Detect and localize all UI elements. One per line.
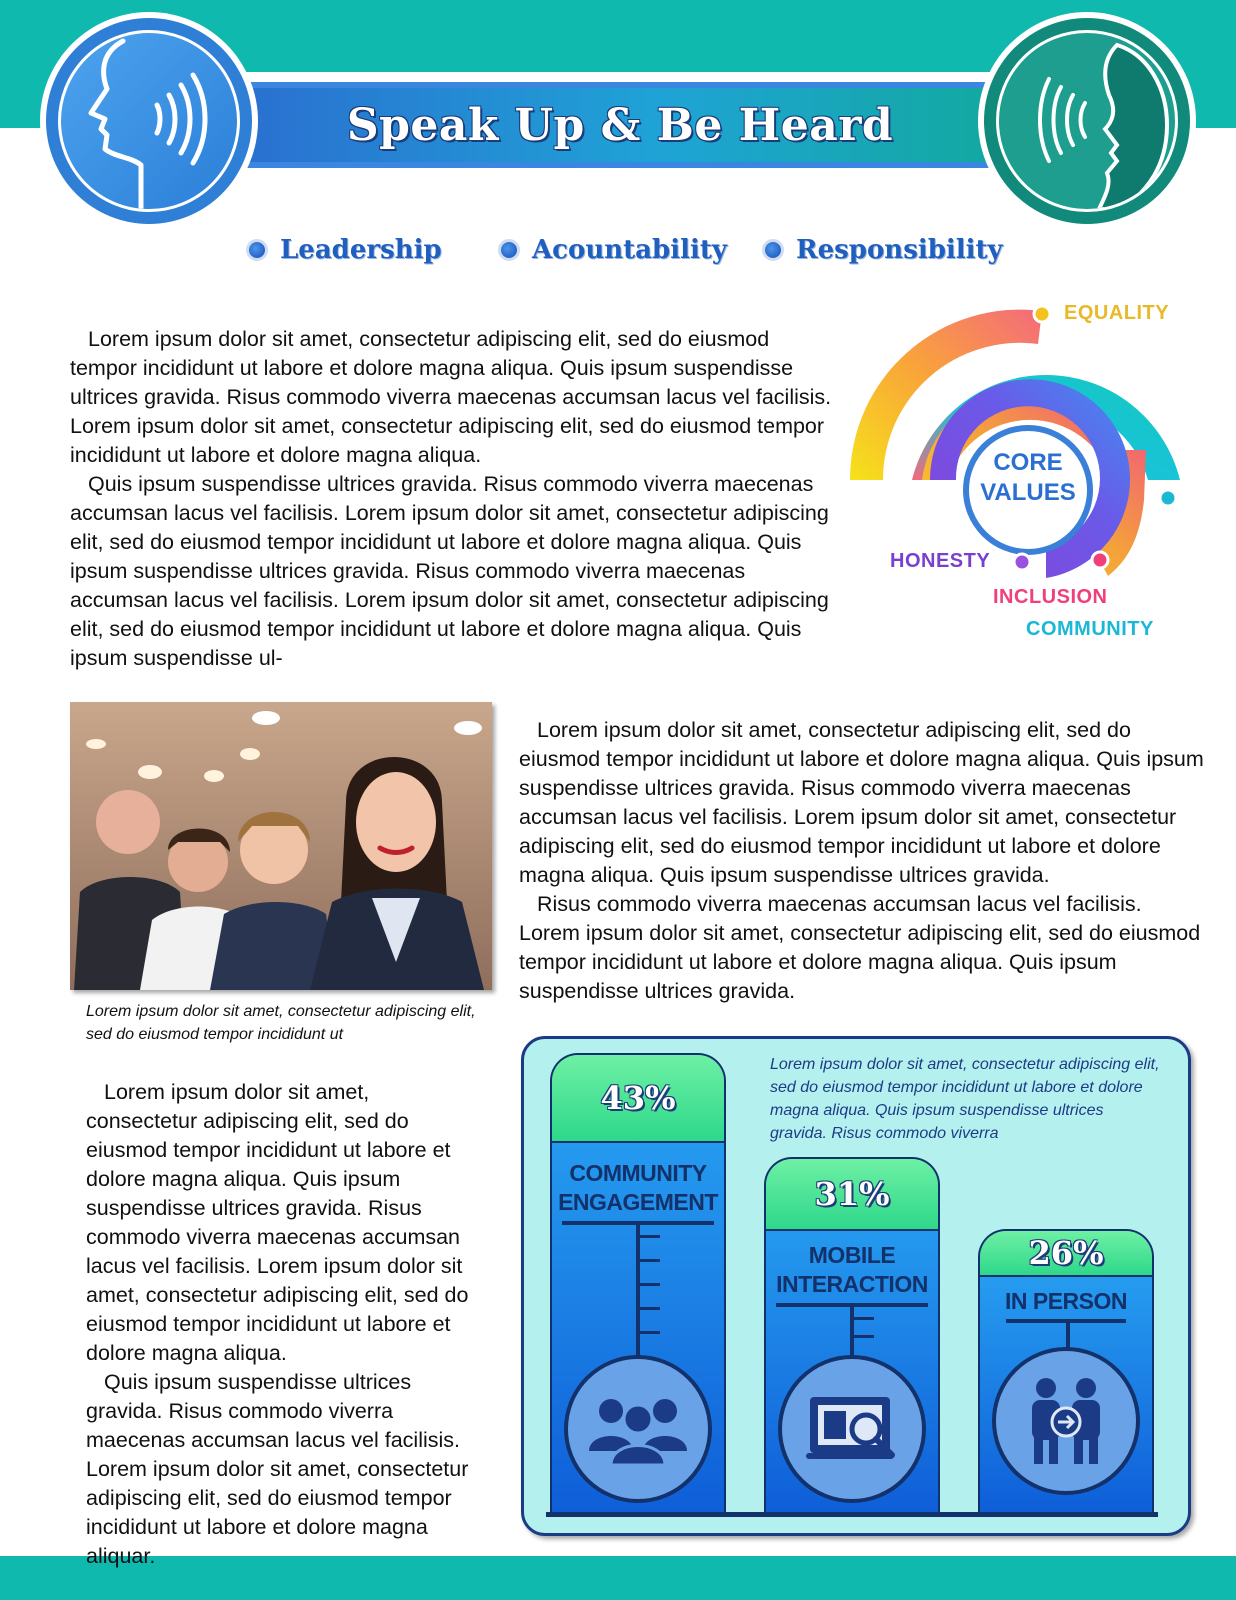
stat-label: IN PERSON — [1004, 1288, 1128, 1314]
right-paragraph: Lorem ipsum dolor sit amet, consectetur adipiscing elit, sed do eiusmod tempor incididunt ut labore et dolore magna aliqua. Quis ipsum suspendisse ultrices gravida. Risus commodo viverra maecenas accumsan lacus vel facilisis. Lorem ipsum dolor sit amet, consectetur adipiscing elit, sed do eiusmod tempor incididunt ut labore et dolore magna aliqua. Quis ipsum suspendisse ultrices gravida. — [519, 718, 1204, 887]
left-paragraph: Lorem ipsum dolor sit amet, consectetur adipiscing elit, sed do eiusmod tempor incididunt ut labore et dolore magna aliqua. Quis ipsum suspendisse ultrices gravida. Risus commodo viverra maecenas accumsan lacus vel facilisis. Lorem ipsum dolor sit amet, consectetur adipiscing elit, sed do eiusmod tempor incididunt ut labore et dolore magna aliqua. — [86, 1080, 469, 1365]
bullet-icon — [498, 239, 520, 261]
bullet-icon — [246, 239, 268, 261]
screen-search-icon — [778, 1355, 926, 1503]
stat-label: COMMUNITY ENGAGEMENT — [558, 1160, 718, 1215]
panel-baseline — [546, 1512, 1158, 1517]
title-banner — [230, 72, 1010, 178]
left-paragraph: Quis ipsum suspendisse ultrices gravida. Risus commodo viverra maecenas accumsan lacus vel facilisis. Lorem ipsum dolor sit amet, consectetur adipiscing elit, sed do eiusmod tempor incididunt ut labore et dolore magna aliquar. — [86, 1370, 469, 1568]
team-photo — [70, 702, 492, 990]
stat-bar — [550, 1053, 726, 1513]
group-icon — [564, 1355, 712, 1503]
stat-label: MOBILE INTERACTION — [776, 1242, 928, 1297]
intro-paragraph: Quis ipsum suspendisse ultrices gravida. Risus commodo viverra maecenas accumsan lacus vel facilisis. Lorem ipsum dolor sit amet, consectetur adipiscing elit, sed do eiusmod tempor incididunt ut labore et dolore magna aliqua. Quis ipsum suspendisse ultrices gravida. Risus commodo viverra maecenas accumsan lacus vel facilisis. Lorem ipsum dolor sit amet, consectetur adipiscing elit, sed do eiusmod tempor incididunt ut labore et dolore magna aliqua. Quis ipsum suspendisse ul- — [70, 472, 829, 670]
speak-badge-left — [40, 12, 258, 230]
intro-paragraph: Lorem ipsum dolor sit amet, consectetur adipiscing elit, sed do eiusmod tempor incididunt ut labore et dolore magna aliqua. Quis ipsum suspendisse ultrices gravida. Risus commodo viverra maecenas accumsan lacus vel facilisis. Lorem ipsum dolor sit amet, consectetur adipiscing elit, sed do eiusmod tempor incididunt ut labore et dolore magna aliqua. — [70, 327, 832, 467]
label-community: COMMUNITY — [1026, 618, 1154, 640]
bullet-icon — [762, 239, 784, 261]
page-title: Speak Up & Be Heard — [346, 99, 894, 151]
stats-panel — [521, 1036, 1191, 1536]
stats-note: Lorem ipsum dolor sit amet, consectetur adipiscing elit, sed do eiusmod tempor incididunt ut labore et dolore magna aliqua. Quis ipsum suspendisse ultrices gravida. Risus commodo viverra — [770, 1056, 1160, 1142]
team-photo-illustration — [70, 702, 492, 990]
photo-caption: Lorem ipsum dolor sit amet, consectetur adipiscing elit, sed do eiusmod tempor incididunt ut — [86, 1003, 476, 1043]
left-column-text — [86, 1078, 476, 1571]
people-exchange-icon — [992, 1347, 1140, 1495]
stat-percent: 26% — [1028, 1234, 1104, 1272]
speak-badge-right — [978, 12, 1196, 230]
intro-text — [70, 325, 838, 673]
stat-percent: 31% — [814, 1175, 890, 1213]
speaking-silhouette-icon — [999, 33, 1175, 209]
stat-bar — [764, 1157, 940, 1513]
right-paragraph: Risus commodo viverra maecenas accumsan lacus vel facilisis. Lorem ipsum dolor sit amet, consectetur adipiscing elit, sed do eiusmod tempor incididunt ut labore et dolore magna aliqua. Quis ipsum suspendisse ultrices gravida. — [519, 892, 1201, 1003]
label-honesty: HONESTY — [890, 550, 991, 572]
value-accountability: Acountability — [498, 232, 727, 268]
core-values-graphic — [850, 300, 1210, 650]
value-responsibility: Responsibility — [762, 232, 1003, 268]
speaking-head-icon — [61, 33, 237, 209]
right-column-text — [519, 716, 1205, 1006]
value-leadership: Leadership — [246, 232, 442, 268]
label-equality: EQUALITY — [1064, 302, 1170, 324]
stat-percent: 43% — [600, 1079, 676, 1117]
core-values-title: CORE VALUES — [980, 449, 1076, 506]
stat-bar — [978, 1229, 1154, 1513]
label-inclusion: INCLUSION — [993, 586, 1108, 608]
